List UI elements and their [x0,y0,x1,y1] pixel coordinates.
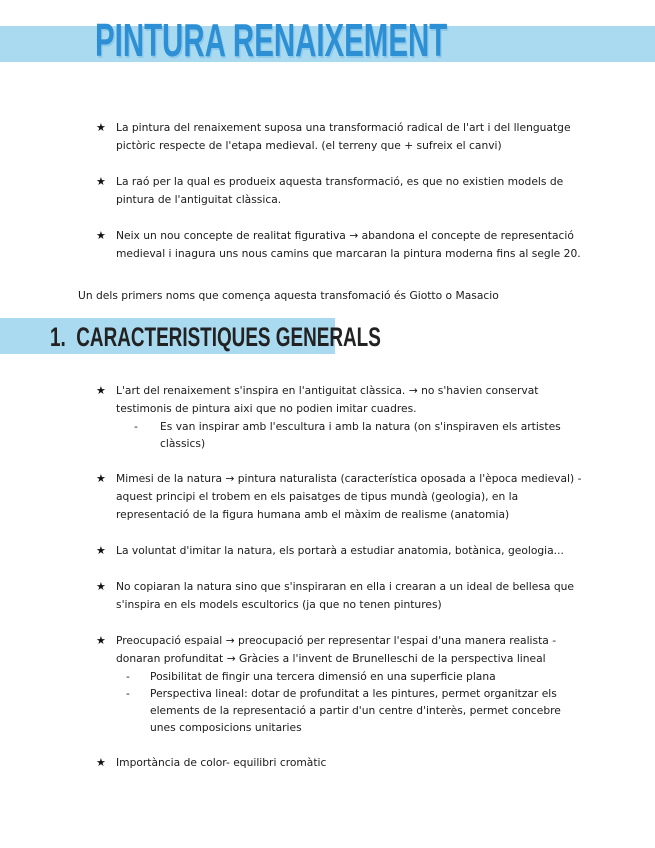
section-title-text: CARACTERISTIQUES GENERALS [76,322,381,352]
intro-bullet-list [96,119,582,263]
sub-list-item [134,418,582,452]
list-item [96,754,582,772]
sub-list-item [126,685,582,736]
dash-bullet: - [134,420,138,433]
list-item [96,470,582,524]
sub-item-text: Posibilitat de fingir una tercera dimensió en una superficie plana [150,670,496,683]
sub-list [134,418,582,452]
section-bullet-list [96,382,582,772]
star-bullet-icon: ★ [96,229,106,242]
bullet-text: No copiaran la natura sino que s'inspiraran en ella i crearan a un ideal de bellesa que s'inspira en els models escultorics (ja que no tenen pintures) [116,580,574,611]
bullet-text: L'art del renaixement s'inspira en l'antiguitat clàssica. → no s'havien conservat testimonis de pintura aixi que no podien imitar cuadres. [116,384,539,415]
sub-list-item [126,668,582,685]
list-item [96,119,582,155]
list-item [96,227,582,263]
intro-paragraph: Un dels primers noms que comença aquesta transfomació és Giotto o Masacio [78,289,499,302]
list-item [96,632,582,736]
bullet-text: Importància de color- equilibri cromàtic [116,756,327,769]
list-item [96,542,582,560]
star-bullet-icon: ★ [96,580,106,593]
bullet-text: La raó per la qual es produeix aquesta transformació, es que no existien models de pintura de l'antiguitat clàssica. [116,175,564,206]
sub-list [126,668,582,736]
bullet-text: Neix un nou concepte de realitat figurativa → abandona el concepte de representació medieval i inagura uns nous camins que marcaran la pintura moderna fins al segle 20. [116,229,581,260]
list-item [96,578,582,614]
star-bullet-icon: ★ [96,175,106,188]
dash-bullet: - [126,687,130,700]
bullet-text: La voluntat d'imitar la natura, els portarà a estudiar anatomia, botànica, geologia... [116,544,564,557]
list-item [96,382,582,452]
bullet-text: La pintura del renaixement suposa una transformació radical de l'art i del llenguatge pictòric respecte de l'etapa medieval. (el terreny que + sufreix el canvi) [116,121,571,152]
star-bullet-icon: ★ [96,121,106,134]
sub-item-text: Es van inspirar amb l'escultura i amb la natura (on s'inspiraven els artistes clàssics) [160,420,561,450]
star-bullet-icon: ★ [96,756,106,769]
list-item [96,173,582,209]
section-number: 1. [50,322,66,352]
star-bullet-icon: ★ [96,472,106,485]
bullet-text: Mimesi de la natura → pintura naturalista (característica oposada a l'època medieval) - aquest principi el trobem en els paisatges de tipus mundà (geologia), en la representació de la figura humana amb el màxim de realisme (anatomia) [116,472,582,521]
star-bullet-icon: ★ [96,634,106,647]
sub-item-text: Perspectiva lineal: dotar de profunditat a les pintures, permet organitzar els elements de la representació a partir d'un centre d'interès, permet concebre unes composicions unitaries [150,687,561,734]
dash-bullet: - [126,670,130,683]
section-heading [50,321,381,353]
bullet-text: Preocupació espaial → preocupació per representar l'espai d'una manera realista - donaran profunditat → Gràcies a l'invent de Brunelleschi de la perspectiva lineal [116,634,557,665]
star-bullet-icon: ★ [96,544,106,557]
page-title: PINTURA RENAIXEMENT [95,14,448,66]
star-bullet-icon: ★ [96,384,106,397]
